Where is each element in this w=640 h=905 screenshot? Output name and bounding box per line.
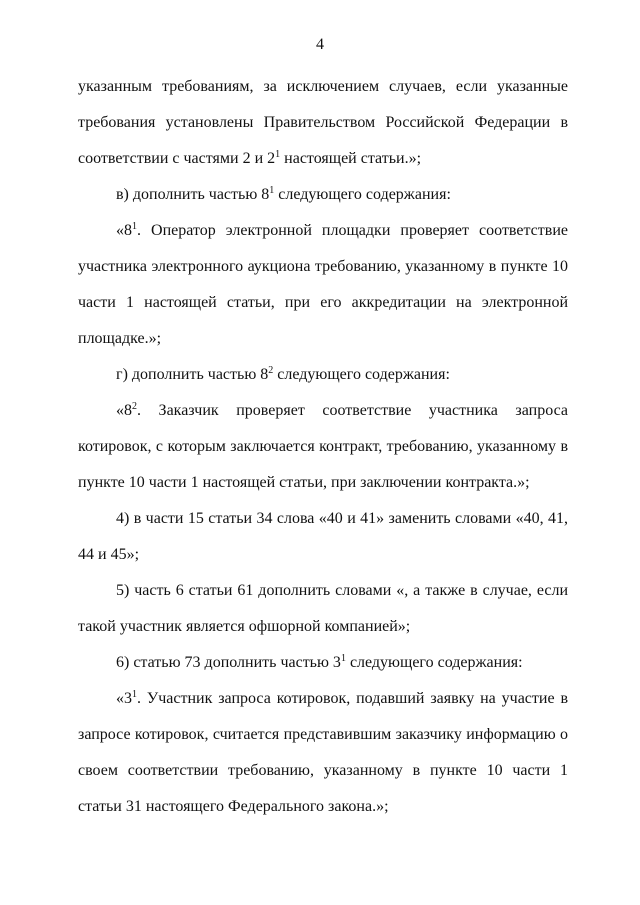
paragraph-item-4: 4) в части 15 статьи 34 слова «40 и 41» заменить словами «40, 41, 44 и 45»; xyxy=(78,510,568,563)
superscript-index: 1 xyxy=(275,149,281,160)
paragraph-9-text-end: . Участник запроса котировок, подавший заявку на участие в запросе котировок, считается представившим заказчику информацию о своем соответствии требованию, указанному в пункте 10 части 1 статьи 31 настоящего Федерального закона.»; xyxy=(78,690,568,815)
document-body xyxy=(78,69,568,825)
paragraph-5-text-end: . Заказчик проверяет соответствие участника запроса котировок, с которым заключается контракт, требованию, указанному в пункте 10 части 1 настоящей статьи, при заключении контракта.»; xyxy=(78,402,568,491)
paragraph-2-text-end: следующего содержания: xyxy=(274,186,451,203)
paragraph-part-3-1 xyxy=(78,681,568,825)
paragraph-5-text: «8 xyxy=(116,402,132,419)
paragraph-part-8-2 xyxy=(78,393,568,501)
superscript-index: 1 xyxy=(132,221,137,232)
paragraph-3-text: «8 xyxy=(116,222,132,239)
superscript-index: 2 xyxy=(132,401,137,412)
superscript-index: 1 xyxy=(132,689,137,700)
superscript-index: 1 xyxy=(340,653,346,664)
paragraph-3-text-end: . Оператор электронной площадки проверяет соответствие участника электронного аукциона требованию, указанному в пункте 10 части 1 настоящей статьи, при его аккредитации на электронной площадке.»; xyxy=(78,222,568,347)
superscript-index: 2 xyxy=(268,365,274,376)
paragraph-item-6 xyxy=(78,645,568,681)
paragraph-2-text: в) дополнить частью 8 xyxy=(116,186,270,203)
paragraph-4-text: г) дополнить частью 8 xyxy=(116,366,269,383)
paragraph-part-8-1 xyxy=(78,213,568,357)
paragraph-item-v xyxy=(78,177,568,213)
paragraph-1-text-end: настоящей статьи.»; xyxy=(280,150,422,167)
paragraph-1-text: указанным требованиям, за исключением случаев, если указанные требования установлены Правительством Российской Федерации в соответствии с частями 2 и 2 xyxy=(78,78,568,167)
paragraph-item-g xyxy=(78,357,568,393)
paragraph-4-text-end: следующего содержания: xyxy=(273,366,450,383)
page-number: 4 xyxy=(316,36,324,53)
paragraph-1-continuation xyxy=(78,69,568,177)
paragraph-9-text: «3 xyxy=(116,690,132,707)
paragraph-item-5: 5) часть 6 статьи 61 дополнить словами «, а также в случае, если такой участник является офшорной компанией»; xyxy=(78,582,568,635)
paragraph-8-text: 6) статью 73 дополнить частью 3 xyxy=(116,654,341,671)
paragraph-8-text-end: следующего содержания: xyxy=(345,654,523,671)
superscript-index: 1 xyxy=(269,185,275,196)
